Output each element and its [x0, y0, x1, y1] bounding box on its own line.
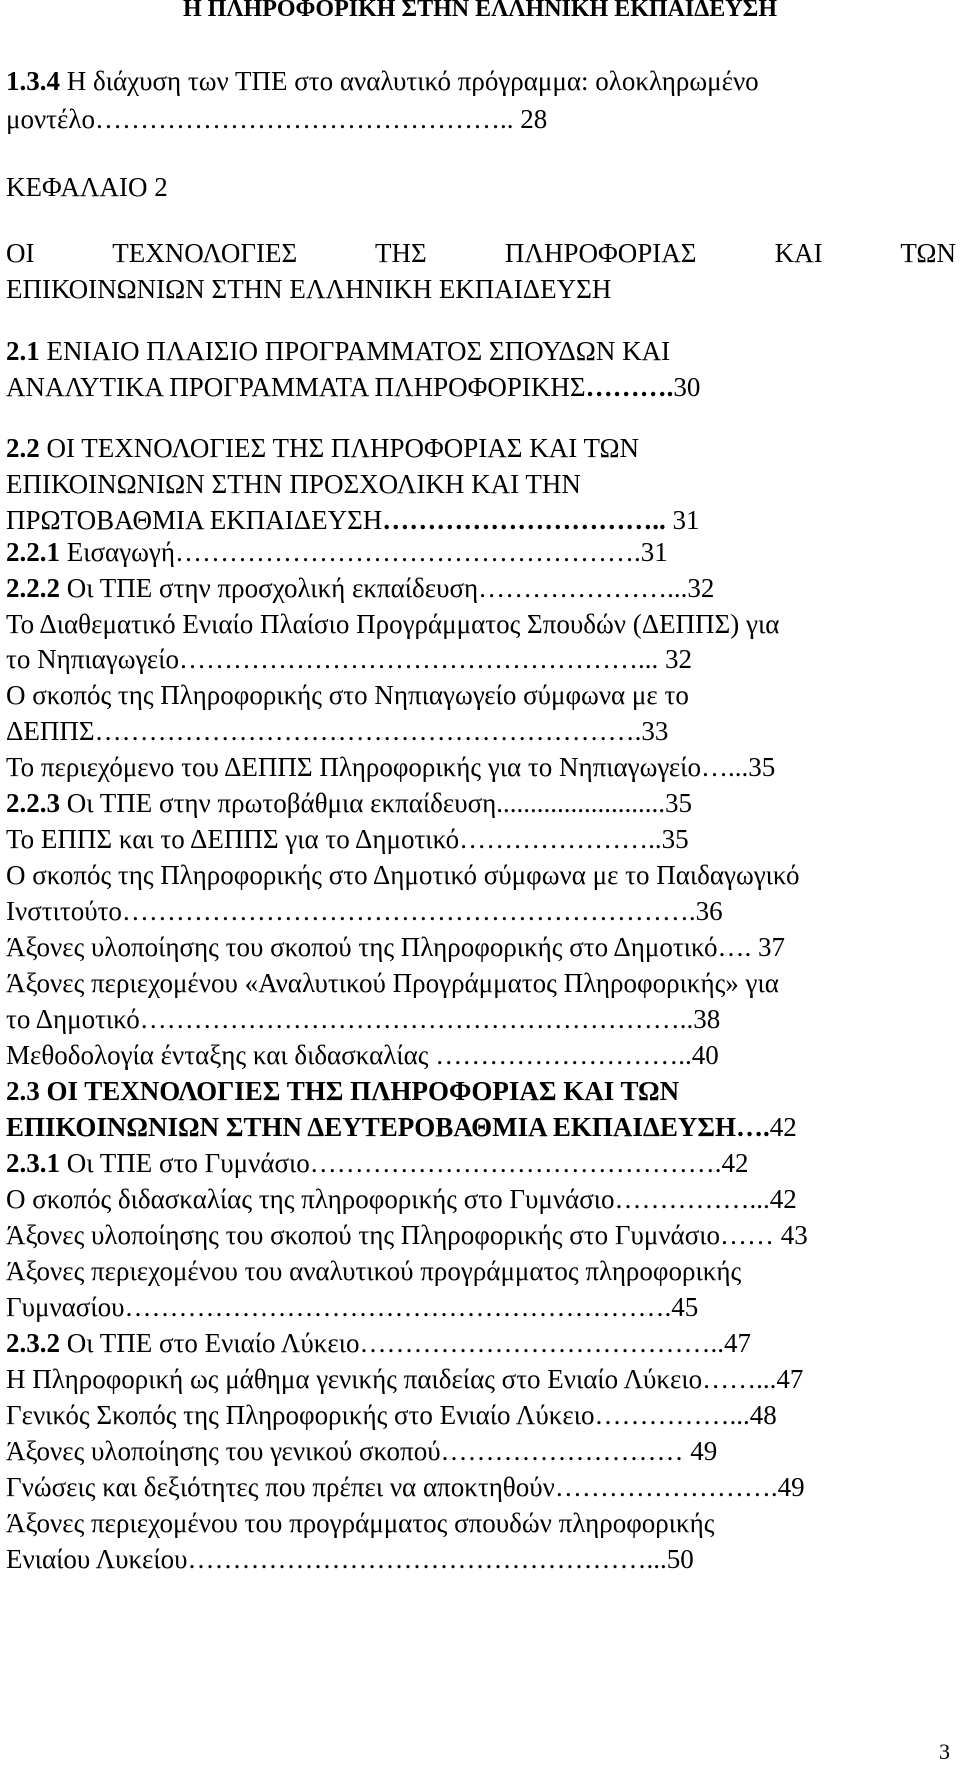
toc-text: 1.3.4	[6, 66, 60, 96]
toc-line	[6, 1038, 956, 1072]
toc-text: ΕΠΙΚΟΙΝΩΝΙΩΝ ΣΤΗΝ ΠΡΟΣΧΟΛΙΚΗ ΚΑΙ ΤΗΝ	[6, 469, 581, 499]
running-header: Η ΠΛΗΡΟΦΟΡΙΚΗ ΣΤΗΝ ΕΛΛΗΝΙΚΗ ΕΚΠΑΙΔΕΥΣΗ	[183, 0, 777, 22]
toc-line	[6, 170, 956, 204]
toc-line	[6, 1110, 956, 1144]
toc-text: Ινστιτούτο……………………………………………………….36	[6, 896, 723, 926]
toc-text: ΕΠΙΚΟΙΝΩΝΙΩΝ ΣΤΗΝ ΔΕΥΤΕΡΟΒΑΘΜΙΑ ΕΚΠΑΙΔΕΥΣΗ….	[6, 1112, 770, 1142]
toc-line	[6, 930, 956, 964]
toc-text: 2.3.2	[6, 1328, 60, 1358]
toc-line	[6, 535, 956, 569]
toc-text: Άξονες περιεχομένου «Αναλυτικού Προγράμματος Πληροφορικής» για	[6, 968, 779, 998]
toc-line	[6, 714, 956, 748]
toc-text: Μεθοδολογία ένταξης και διδασκαλίας ………………………..40	[6, 1040, 719, 1070]
toc-text: Άξονες υλοποίησης του σκοπού της Πληροφορικής στο Δημοτικό…. 37	[6, 932, 785, 962]
toc-line	[6, 272, 956, 306]
toc-text: 30	[673, 372, 701, 402]
toc-text: Το Διαθεματικό Ενιαίο Πλαίσιο Προγράμματος Σπουδών (ΔΕΠΠΣ) για	[6, 609, 780, 639]
toc-text: 42	[769, 1112, 797, 1142]
toc-line	[6, 822, 956, 856]
toc-line	[6, 64, 956, 98]
toc-text: ΕΝΙΑΙΟ ΠΛΑΙΣΙΟ ΠΡΟΓΡΑΜΜΑΤΟΣ ΣΠΟΥΔΩΝ ΚΑΙ	[39, 336, 671, 366]
toc-line	[6, 1254, 956, 1288]
toc-line	[6, 858, 956, 892]
toc-text: Η Πληροφορική ως μάθημα γενικής παιδείας στο Ενιαίο Λύκειο……...47	[6, 1364, 804, 1394]
toc-text: Το ΕΠΠΣ και το ΔΕΠΠΣ για το Δημοτικό…………………..35	[6, 824, 689, 854]
toc-text: Οι ΤΠΕ στην προσχολική εκπαίδευση…………………...32	[60, 573, 715, 603]
toc-line	[6, 1146, 956, 1180]
toc-text: ΑΝΑΛΥΤΙΚΑ ΠΡΟΓΡΑΜΜΑΤΑ ΠΛΗΡΟΦΟΡΙΚΗΣ	[6, 372, 586, 402]
toc-line	[6, 1506, 956, 1540]
toc-text: ……….	[585, 372, 674, 402]
toc-line	[6, 334, 956, 368]
toc-text: …………………………..	[382, 505, 666, 535]
page-number: 3	[939, 1739, 950, 1764]
toc-line	[6, 607, 956, 641]
toc-text: Εισαγωγή…………………………………………….31	[60, 537, 668, 567]
toc-text: 2.2.1	[6, 537, 60, 567]
toc-text: ΔΕΠΠΣ…………………………………………………….33	[6, 716, 669, 746]
toc-line	[6, 678, 956, 712]
toc-line	[6, 1398, 956, 1432]
toc-text: Άξονες υλοποίησης του σκοπού της Πληροφορικής στο Γυμνάσιο…… 43	[6, 1220, 808, 1250]
toc-line	[6, 236, 956, 270]
toc-line	[6, 894, 956, 928]
toc-line	[6, 1470, 956, 1504]
toc-line	[6, 503, 956, 537]
toc-line	[6, 1002, 956, 1036]
toc-line	[6, 571, 956, 605]
toc-text: 2.2	[6, 433, 40, 463]
toc-text: 2.3.1	[6, 1148, 60, 1178]
toc-text: μοντέλο……………………………………….. 28	[6, 104, 548, 134]
toc-line	[6, 1362, 956, 1396]
toc-text: Το περιεχόμενο του ΔΕΠΠΣ Πληροφορικής για το Νηπιαγωγείο…...35	[6, 752, 776, 782]
toc-text: το Δημοτικό……………………………………………………..38	[6, 1004, 721, 1034]
toc-text: Ενιαίου Λυκείου……………………………………………...50	[6, 1544, 694, 1574]
toc-line	[6, 467, 956, 501]
toc-line	[6, 642, 956, 676]
toc-line	[6, 431, 956, 465]
toc-text: 2.2.3	[6, 788, 60, 818]
toc-text: 31	[665, 505, 700, 535]
toc-text: Ο σκοπός της Πληροφορικής στο Δημοτικό σύμφωνα με το Παιδαγωγικό	[6, 860, 800, 890]
toc-line	[6, 1542, 956, 1576]
toc-line	[6, 966, 956, 1000]
toc-line	[6, 370, 956, 404]
toc-line	[6, 102, 956, 136]
toc-line	[6, 1218, 956, 1252]
toc-line	[6, 1182, 956, 1216]
toc-line	[6, 1434, 956, 1468]
toc-line	[6, 786, 956, 820]
toc-line	[6, 750, 956, 784]
toc-text: Ο σκοπός διδασκαλίας της πληροφορικής στο Γυμνάσιο……………...42	[6, 1184, 797, 1214]
toc-text: Ο σκοπός της Πληροφορικής στο Νηπιαγωγείο σύμφωνα με το	[6, 680, 689, 710]
toc-text: ΟΙ ΤΕΧΝΟΛΟΓΙΕΣ ΤΗΣ ΠΛΗΡΟΦΟΡΙΑΣ ΚΑΙ ΤΩΝ	[39, 433, 640, 463]
toc-text: Άξονες υλοποίησης του γενικού σκοπού……………………… 49	[6, 1436, 718, 1466]
toc-text: Γυμνασίου…………………………………………………….45	[6, 1292, 699, 1322]
toc-text: ΠΡΩΤΟΒΑΘΜΙΑ ΕΚΠΑΙΔΕΥΣΗ	[6, 505, 383, 535]
toc-line	[6, 1290, 956, 1324]
toc-text: 2.2.2	[6, 573, 60, 603]
toc-text: Άξονες περιεχομένου του προγράμματος σπουδών πληροφορικής	[6, 1508, 715, 1538]
toc-text: ΟΙ ΤΕΧΝΟΛΟΓΙΕΣ ΤΗΣ ΠΛΗΡΟΦΟΡΙΑΣ ΚΑΙ ΤΩΝ	[6, 238, 956, 268]
toc-text: 2.1	[6, 336, 40, 366]
toc-text: Άξονες περιεχομένου του αναλυτικού προγράμματος πληροφορικής	[6, 1256, 742, 1286]
toc-text: Γενικός Σκοπός της Πληροφορικής στο Ενιαίο Λύκειο……………...48	[6, 1400, 777, 1430]
toc-text: 2.3 ΟΙ ΤΕΧΝΟΛΟΓΙΕΣ ΤΗΣ ΠΛΗΡΟΦΟΡΙΑΣ ΚΑΙ ΤΩΝ	[6, 1076, 680, 1106]
toc-line	[6, 1326, 956, 1360]
toc-text: Οι ΤΠΕ στο Ενιαίο Λύκειο…………………………………..47	[60, 1328, 751, 1358]
toc-line	[6, 1074, 956, 1108]
toc-text: ΕΠΙΚΟΙΝΩΝΙΩΝ ΣΤΗΝ ΕΛΛΗΝΙΚΗ ΕΚΠΑΙΔΕΥΣΗ	[6, 274, 612, 304]
toc-text: Η διάχυση των ΤΠΕ στο αναλυτικό πρόγραμμα: ολοκληρωμένο	[60, 66, 759, 96]
toc-text: Οι ΤΠΕ στην πρωτοβάθμια εκπαίδευση.........................35	[60, 788, 693, 818]
toc-text: το Νηπιαγωγείο……………………………………………... 32	[6, 644, 693, 674]
toc-text: ΚΕΦΑΛΑΙΟ 2	[6, 172, 168, 202]
toc-text: Γνώσεις και δεξιότητες που πρέπει να αποκτηθούν…………………….49	[6, 1472, 805, 1502]
toc-text: Οι ΤΠΕ στο Γυμνάσιο……………………………………….42	[60, 1148, 749, 1178]
